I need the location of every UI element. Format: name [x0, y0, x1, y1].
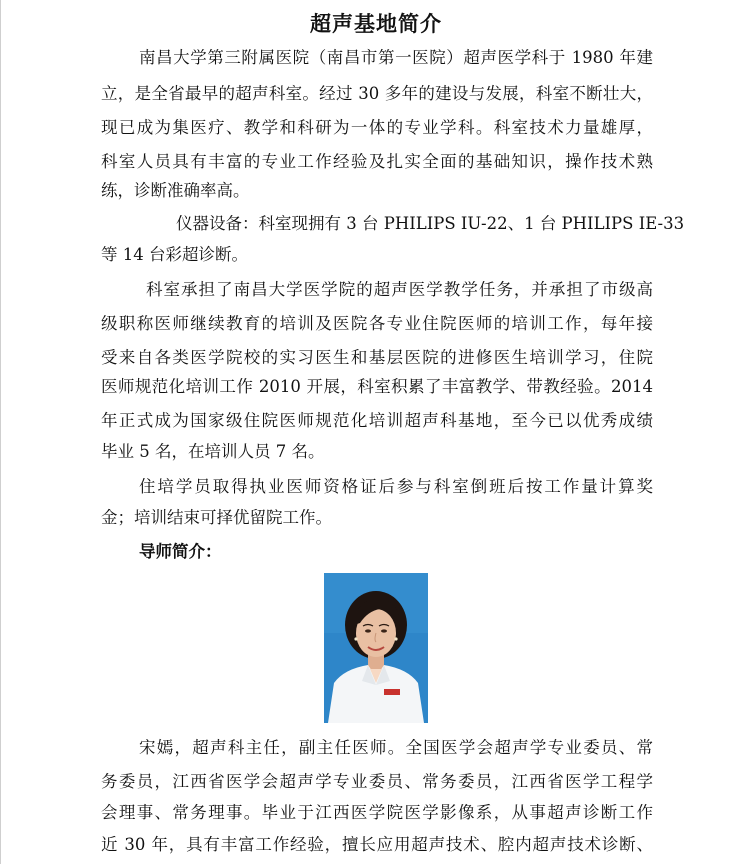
trainees-line: 住培学员取得执业医师资格证后参与科室倒班后按工作量计算奖: [139, 477, 653, 496]
trainees-line: 金；培训结束可择优留院工作。: [101, 508, 332, 527]
teaching-line: 年正式成为国家级住院医师规范化培训超声科基地，至今已以优秀成绩: [101, 411, 653, 430]
equipment-line: 仪器设备：科室现拥有 3 台 PHILIPS IU-22、1 台 PHILIPS IE-33: [176, 214, 685, 233]
mentor-photo: [324, 573, 428, 723]
intro-line: 练，诊断准确率高。: [101, 181, 250, 200]
mentor-line: 近 30 年，具有丰富工作经验，擅长应用超声技术、腔内超声技术诊断、: [101, 835, 653, 854]
intro-line: 南昌大学第三附属医院（南昌市第一医院）超声医学科于 1980 年建: [139, 48, 653, 67]
mentor-portrait: [324, 573, 428, 723]
teaching-line: 科室承担了南昌大学医学院的超声医学教学任务，并承担了市级高: [146, 280, 653, 299]
intro-line: 科室人员具有丰富的专业工作经验及扎实全面的基础知识，操作技术熟: [101, 152, 653, 171]
intro-line: 现已成为集医疗、教学和科研为一体的专业学科。科室技术力量雄厚，: [101, 118, 653, 137]
teaching-line: 级职称医师继续教育的培训及医院各专业住院医师的培训工作，每年接: [101, 314, 653, 333]
mentor-line: 宋嫣，超声科主任，副主任医师。全国医学会超声学专业委员、常: [139, 738, 653, 757]
intro-line: 立，是全省最早的超声科室。经过 30 多年的建设与发展，科室不断壮大，: [101, 84, 653, 103]
mentor-line: 务委员，江西省医学会超声学专业委员、常务委员，江西省医学工程学: [101, 772, 653, 791]
teaching-line: 毕业 5 名，在培训人员 7 名。: [101, 442, 325, 461]
teaching-line: 医师规范化培训工作 2010 开展，科室积累了丰富教学、带教经验。2014: [101, 377, 653, 396]
mentor-heading: 导师简介：: [139, 542, 222, 561]
mentor-line: 会理事、常务理事。毕业于江西医学院医学影像系，从事超声诊断工作: [101, 803, 653, 822]
teaching-line: 受来自各类医学院校的实习医生和基层医院的进修医生培训学习，住院: [101, 348, 653, 367]
equipment-line: 等 14 台彩超诊断。: [101, 245, 248, 264]
page-title: 超声基地简介: [310, 12, 442, 36]
